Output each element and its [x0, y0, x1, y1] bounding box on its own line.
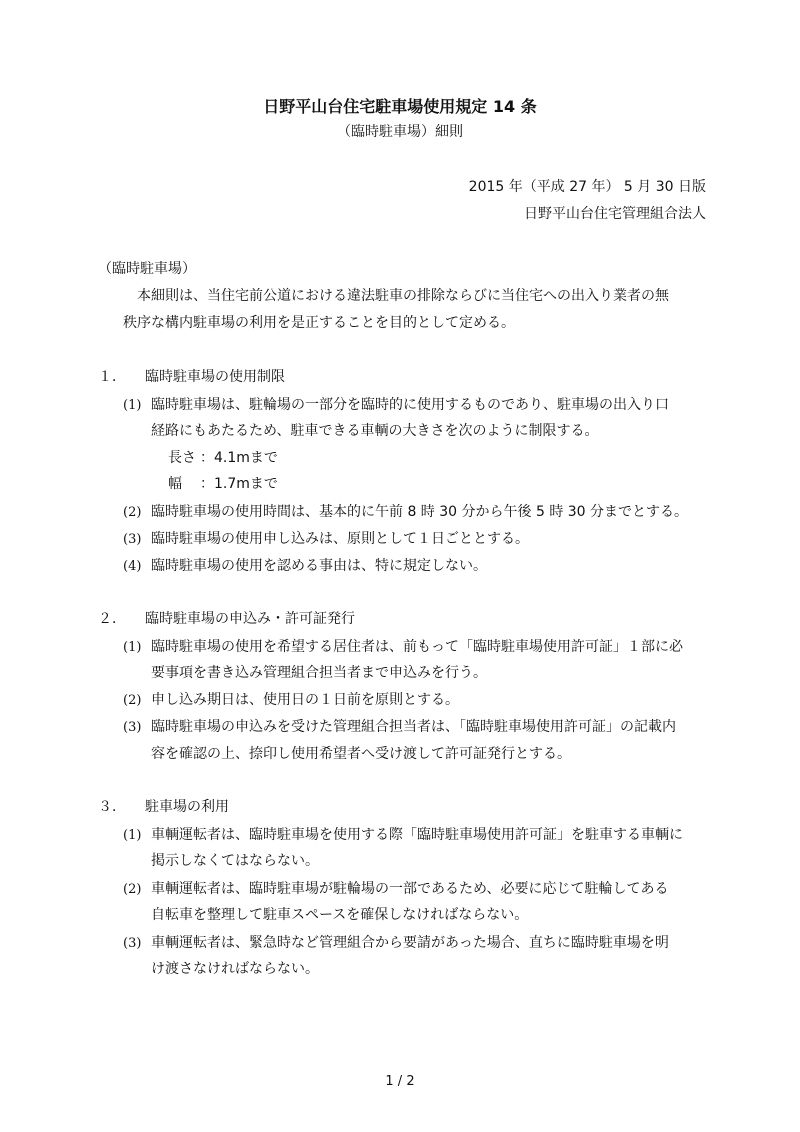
item-text: 車輌運転者は、臨時駐車場が駐輪場の一部であるため、必要に応じて駐輪してある: [151, 881, 669, 897]
item-marker: (1): [123, 828, 142, 843]
list-item: [123, 640, 683, 654]
section-title: 臨時駐車場の申込み・許可証発行: [145, 611, 355, 627]
size-limit-width: [168, 477, 278, 491]
size-limit-length: [168, 451, 278, 465]
item-marker: (2): [123, 882, 142, 897]
section-title: 駐車場の利用: [145, 799, 229, 815]
item-marker: (4): [123, 559, 142, 574]
version-date: 2015 年（平成 27 年） 5 月 30 日版: [468, 179, 706, 195]
item-text-continued: 容を確認の上、捺印し使用希望者へ受け渡して許可証発行とする。: [151, 746, 571, 762]
page-number: 1 / 2: [385, 1074, 415, 1089]
item-text-continued: 掲示しなくてはならない。: [151, 853, 319, 869]
item-text: 申し込み期日は、使用日の１日前を原則とする。: [151, 692, 459, 708]
preamble-text-line: 本細則は、当住宅前公道における違法駐車の排除ならびに当住宅への出入り業者の無: [137, 288, 669, 304]
list-item: [123, 398, 669, 412]
section-heading: [98, 370, 285, 384]
item-text: 臨時駐車場の使用を認める事由は、特に規定しない。: [151, 558, 487, 574]
section-title: 臨時駐車場の使用制限: [145, 369, 285, 385]
item-marker: (1): [123, 398, 142, 413]
preamble-heading: （臨時駐車場）: [98, 261, 196, 277]
list-item: [123, 720, 676, 734]
item-marker: (1): [123, 640, 142, 655]
limit-value: ：4.1mまで: [200, 450, 278, 466]
list-item: [123, 559, 487, 573]
limit-value: ：1.7mまで: [200, 476, 278, 492]
list-item: [123, 882, 668, 896]
list-item: [123, 532, 529, 546]
issuing-organization: 日野平山台住宅管理組合法人: [524, 206, 706, 222]
item-text: 臨時駐車場の使用を希望する居住者は、前もって「臨時駐車場使用許可証」１部に必: [151, 639, 683, 655]
document-title: 日野平山台住宅駐車場使用規定 14 条: [263, 97, 537, 116]
item-text-continued: け渡さなければならない。: [151, 961, 319, 977]
item-text: 車輌運転者は、臨時駐車場を使用する際「臨時駐車場使用許可証」を駐車する車輌に: [151, 827, 683, 843]
limit-label: 長さ: [168, 450, 196, 466]
section-number: １．: [98, 369, 126, 385]
section-heading: [98, 612, 355, 626]
list-item: [123, 936, 669, 950]
item-text-continued: 要事項を書き込み管理組合担当者まで申込みを行う。: [151, 665, 487, 681]
document-subtitle: （臨時駐車場）細則: [337, 124, 463, 140]
section-number: ２．: [98, 611, 126, 627]
limit-label: 幅: [168, 476, 182, 492]
item-text: 臨時駐車場の使用時間は、基本的に午前 8 時 30 分から午後 5 時 30 分までとする。: [151, 504, 689, 520]
list-item: [123, 505, 688, 519]
item-text-continued: 自転車を整理して駐車スペースを確保しなければならない。: [151, 907, 529, 923]
item-marker: (2): [123, 693, 142, 708]
item-marker: (2): [123, 505, 142, 520]
section-number: ３．: [98, 799, 126, 815]
preamble-text-line: 秩序な構内駐車場の利用を是正することを目的として定める。: [123, 315, 515, 331]
item-text-continued: 経路にもあたるため、駐車できる車輌の大きさを次のように制限する。: [151, 423, 599, 439]
list-item: [123, 828, 683, 842]
list-item: [123, 693, 459, 707]
item-text: 臨時駐車場の申込みを受けた管理組合担当者は、「臨時駐車場使用許可証」の記載内: [151, 719, 676, 735]
item-marker: (3): [123, 532, 142, 547]
section-heading: [98, 800, 229, 814]
item-text: 臨時駐車場は、駐輪場の一部分を臨時的に使用するものであり、駐車場の出入り口: [151, 397, 669, 413]
item-text: 車輌運転者は、緊急時など管理組合から要請があった場合、直ちに臨時駐車場を明: [151, 935, 669, 951]
item-marker: (3): [123, 720, 142, 735]
item-text: 臨時駐車場の使用申し込みは、原則として１日ごととする。: [151, 531, 529, 547]
item-marker: (3): [123, 936, 142, 951]
